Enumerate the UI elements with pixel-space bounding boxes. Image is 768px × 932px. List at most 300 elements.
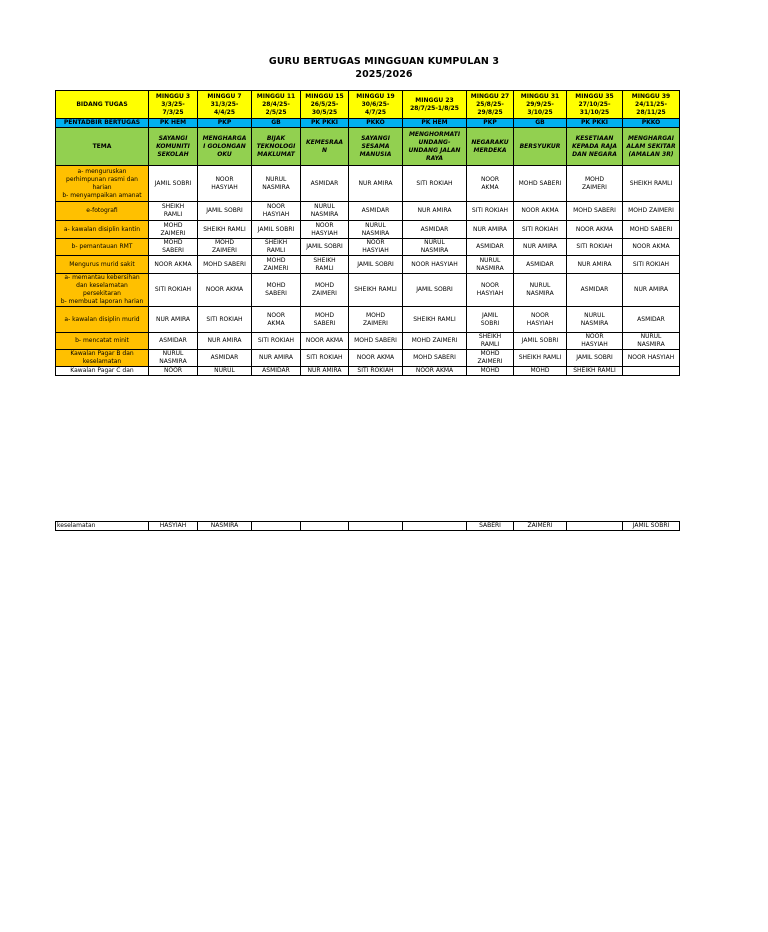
teacher-cell-line: NUR AMIRA: [258, 354, 294, 361]
teacher-cell: [467, 333, 514, 350]
teacher-cell-line: SABERI: [162, 247, 184, 254]
teacher-cell-line: NOOR AKMA: [575, 225, 614, 233]
teacher-cell: [149, 166, 198, 202]
theme-cell-line: KEPADA RAJA: [571, 142, 618, 150]
teacher-cell-line: NOOR: [266, 203, 286, 210]
teacher-cell: [349, 221, 403, 239]
continuation-cell: JAMIL SOBRI: [623, 522, 680, 531]
teacher-cell: [349, 239, 403, 256]
teacher-cell: [301, 274, 349, 307]
teacher-cell-line: AKMA: [481, 183, 499, 191]
teacher-cell-line: ASMIDAR: [580, 286, 609, 293]
teacher-cell-line: MOHD: [314, 282, 335, 289]
theme-cell-line: UNDANG JALAN: [408, 146, 461, 154]
week-header-10: [623, 91, 680, 119]
admin-label: PENTADBIR BERTUGAS: [56, 119, 149, 128]
teacher-cell: [467, 166, 514, 202]
teacher-cell-line: HASYIAH: [262, 211, 290, 218]
continuation-cell: HASYIAH: [149, 522, 198, 531]
teacher-cell: [514, 333, 567, 350]
duty-row: [56, 256, 680, 274]
teacher-cell-line: NOOR AKMA: [521, 207, 559, 214]
teacher-cell: [198, 307, 252, 333]
admin-cell: PKP: [467, 119, 514, 128]
teacher-cell: [252, 239, 301, 256]
week-header-7-line: MINGGU 27: [470, 92, 510, 100]
theme-cell: [301, 128, 349, 166]
admin-cell: GB: [514, 119, 567, 128]
teacher-cell-line: SHEIKH: [478, 333, 502, 340]
teacher-cell-line: MOHD: [314, 311, 335, 319]
teacher-cell: [403, 256, 467, 274]
teacher-cell: [198, 256, 252, 274]
teacher-cell: [198, 274, 252, 307]
teacher-cell-line: SITI ROKIAH: [257, 337, 295, 344]
continuation-row: [56, 522, 680, 531]
teacher-cell: [349, 256, 403, 274]
teacher-cell-line: MOHD SABERI: [573, 207, 616, 214]
week-header-8-line: 29/9/25-: [526, 100, 554, 108]
teacher-cell-line: NOOR: [480, 282, 500, 289]
teacher-cell: [567, 274, 623, 307]
duty-label-line: a- menguruskan: [77, 167, 127, 175]
theme-cell-line: ALAM SEKITAR: [626, 142, 676, 150]
teacher-cell: [198, 239, 252, 256]
teacher-cell-line: NURUL: [529, 282, 551, 289]
title-line-2: 2025/2026: [355, 69, 413, 80]
teacher-cell-line: NASMIRA: [310, 211, 339, 218]
teacher-cell-line: RAMLI: [163, 211, 183, 218]
teacher-cell-line: NURUL: [640, 333, 662, 340]
week-header-9: [567, 91, 623, 119]
teacher-cell-line: NOOR: [480, 175, 500, 183]
teacher-cell: [349, 307, 403, 333]
theme-cell-line: SAYANGI: [158, 134, 188, 142]
teacher-cell: [252, 367, 301, 376]
teacher-cell-line: NOOR: [215, 175, 234, 183]
duty-label: [56, 221, 149, 239]
teacher-cell-line: NUR AMIRA: [472, 225, 508, 233]
week-header-7: [467, 91, 514, 119]
theme-cell-line: OKU: [217, 150, 232, 158]
duty-row: [56, 274, 680, 307]
teacher-cell: [198, 333, 252, 350]
duty-label: [56, 307, 149, 333]
document-title: [0, 55, 768, 81]
teacher-cell-line: MOHD: [480, 367, 500, 374]
continuation-cell: [252, 522, 301, 531]
teacher-cell: [403, 166, 467, 202]
week-header-8-line: MINGGU 31: [520, 92, 560, 100]
week-header-1-line: 7/3/25: [162, 108, 184, 116]
week-header-3-line: 28/4/25-: [262, 100, 290, 108]
teacher-cell-line: NUR AMIRA: [522, 243, 558, 250]
theme-cell: [198, 128, 252, 166]
week-header-8-line: 3/10/25: [527, 108, 553, 116]
teacher-cell-line: JAMIL SOBRI: [576, 354, 613, 361]
admin-cell: PKKO: [349, 119, 403, 128]
duty-label: [56, 256, 149, 274]
teacher-cell: [403, 367, 467, 376]
week-header-2-line: 4/4/25: [213, 108, 236, 116]
teacher-cell-line: MOHD SABERI: [629, 225, 673, 233]
teacher-cell-line: NOOR: [315, 221, 334, 229]
teacher-cell: [514, 307, 567, 333]
teacher-cell-line: NASMIRA: [526, 290, 554, 297]
teacher-cell: [623, 333, 680, 350]
teacher-cell-line: HASYIAH: [211, 183, 238, 191]
teacher-cell-line: NOOR: [530, 311, 550, 319]
teacher-cell-line: NUR AMIRA: [307, 367, 342, 374]
teacher-cell-line: ZAIMERI: [160, 229, 186, 237]
duty-label: [56, 350, 149, 367]
theme-cell-line: (AMALAN 3R): [628, 150, 674, 158]
duty-label-line: keselamatan: [82, 358, 122, 365]
teacher-cell: [567, 307, 623, 333]
teacher-cell: [252, 350, 301, 367]
teacher-cell-line: JAMIL SOBRI: [206, 207, 243, 214]
teacher-cell: [252, 274, 301, 307]
teacher-cell: [403, 350, 467, 367]
teacher-cell-line: NOOR AKMA: [305, 337, 344, 344]
teacher-cell-line: SITI ROKIAH: [521, 225, 559, 233]
theme-cell-line: MENGHARGAI: [627, 134, 675, 142]
week-header-9-line: MINGGU 35: [575, 92, 614, 100]
teacher-cell: [252, 333, 301, 350]
teacher-cell: [467, 307, 514, 333]
duty-label: [56, 239, 149, 256]
duty-label-line: persekitaran: [83, 290, 121, 297]
teacher-cell-line: MOHD SABERI: [354, 337, 397, 344]
teacher-cell: [403, 239, 467, 256]
teacher-cell: [467, 256, 514, 274]
theme-cell: [252, 128, 301, 166]
teacher-cell: [149, 274, 198, 307]
teacher-cell: [514, 350, 567, 367]
admin-cell: PK PKKI: [567, 119, 623, 128]
teacher-cell-line: ASMIDAR: [310, 179, 339, 187]
teacher-cell: [514, 239, 567, 256]
duty-label-line: Kawalan Pagar B dan: [70, 350, 134, 357]
week-header-4: [301, 91, 349, 119]
teacher-cell: [149, 202, 198, 221]
teacher-cell-line: MOHD: [365, 311, 386, 319]
theme-cell-line: I GOLONGAN: [203, 142, 246, 150]
theme-cell-line: UNDANG-: [418, 138, 451, 146]
week-header-3: [252, 91, 301, 119]
week-header-1-line: 3/3/25-: [161, 100, 185, 108]
theme-cell-line: SAYANGI: [361, 134, 390, 142]
week-header-6-line: 28/7/25-1/8/25: [410, 104, 459, 112]
teacher-cell-line: ZAIMERI: [312, 290, 337, 297]
teacher-cell: [149, 239, 198, 256]
teacher-cell: [149, 350, 198, 367]
week-header-4-line: 26/5/25-: [310, 100, 339, 108]
teacher-cell-line: SITI ROKIAH: [576, 243, 613, 250]
teacher-cell: [349, 166, 403, 202]
teacher-cell: [567, 166, 623, 202]
theme-cell-line: RAYA: [426, 154, 443, 162]
week-header-10-line: MINGGU 39: [631, 92, 671, 100]
teacher-cell-line: ASMIDAR: [361, 207, 390, 214]
teacher-cell: [567, 350, 623, 367]
week-header-6-line: MINGGU 23: [415, 96, 454, 104]
theme-cell-line: KEMESRAA: [305, 138, 344, 146]
teacher-cell-line: JAMIL SOBRI: [357, 260, 394, 268]
teacher-cell-line: NURUL: [314, 203, 335, 210]
theme-cell-line: BIJAK: [266, 134, 286, 142]
teacher-cell: [403, 333, 467, 350]
teacher-cell: [623, 367, 680, 376]
teacher-cell: [149, 333, 198, 350]
duty-label-line: b- mencatat minit: [75, 337, 129, 344]
teacher-cell-line: SABERI: [313, 319, 336, 327]
teacher-cell-line: HASYIAH: [476, 290, 504, 297]
admin-cell: PK HEM: [149, 119, 198, 128]
theme-cell-line: SEKOLAH: [157, 150, 189, 158]
teacher-cell: [149, 307, 198, 333]
teacher-cell: [623, 307, 680, 333]
duty-row: [56, 166, 680, 202]
teacher-cell: [301, 239, 349, 256]
theme-cell: [623, 128, 680, 166]
admin-row: [56, 119, 680, 128]
teacher-cell: [301, 221, 349, 239]
title-line-1: GURU BERTUGAS MINGGUAN KUMPULAN 3: [268, 56, 500, 67]
teacher-cell: [567, 239, 623, 256]
week-header-8: [514, 91, 567, 119]
teacher-cell: [623, 274, 680, 307]
teacher-cell-line: HASYIAH: [581, 341, 608, 348]
continuation-cell: [567, 522, 623, 531]
duty-label-line: b- membuat laporan harian: [60, 298, 144, 305]
teacher-cell-line: ASMIDAR: [262, 367, 290, 374]
teacher-cell-line: HASYIAH: [311, 229, 338, 237]
theme-cell-line: MERDEKA: [473, 146, 507, 154]
week-header-10-line: 28/11/25: [636, 108, 666, 116]
teacher-cell-line: JAMIL: [481, 311, 499, 319]
teacher-cell-line: NUR AMIRA: [633, 286, 669, 293]
week-header-10-line: 24/11/25-: [635, 100, 667, 108]
teacher-cell-line: NASMIRA: [262, 183, 290, 191]
teacher-cell: [567, 221, 623, 239]
teacher-cell-line: HASYIAH: [526, 319, 554, 327]
header-row: [56, 91, 680, 119]
teacher-cell-line: RAMLI: [480, 341, 500, 348]
teacher-cell: [349, 333, 403, 350]
theme-cell-line: MENGHORMATI: [408, 130, 461, 138]
teacher-cell-line: AKMA: [267, 319, 285, 327]
teacher-cell: [301, 350, 349, 367]
teacher-cell-line: SHEIKH RAMLI: [629, 179, 673, 187]
teacher-cell: [623, 202, 680, 221]
week-header-5-line: 30/6/25-: [361, 100, 390, 108]
teacher-cell: [567, 256, 623, 274]
teacher-cell-line: NASMIRA: [361, 229, 390, 237]
teacher-cell: [301, 367, 349, 376]
teacher-cell: [149, 256, 198, 274]
admin-cell: PK PKKI: [301, 119, 349, 128]
teacher-cell-line: SITI ROKIAH: [416, 179, 453, 187]
week-header-5: [349, 91, 403, 119]
teacher-cell: [301, 166, 349, 202]
teacher-cell-line: ZAIMERI: [363, 319, 388, 327]
continuation-cell: [349, 522, 403, 531]
teacher-cell-line: JAMIL SOBRI: [521, 337, 559, 344]
teacher-cell-line: SHEIKH RAMLI: [573, 367, 616, 374]
teacher-cell: [514, 367, 567, 376]
teacher-cell-line: NOOR HASYIAH: [627, 354, 675, 361]
teacher-cell-line: MOHD: [266, 256, 286, 264]
teacher-cell-line: MOHD: [163, 239, 183, 246]
teacher-cell-line: JAMIL SOBRI: [306, 243, 343, 250]
teacher-cell: [252, 166, 301, 202]
teacher-cell-line: SITI ROKIAH: [306, 354, 343, 361]
duty-roster-table: [55, 90, 680, 376]
teacher-cell-line: NOOR: [163, 367, 183, 374]
teacher-cell-line: NOOR AKMA: [356, 354, 395, 361]
teacher-cell-line: RAMLI: [315, 264, 334, 272]
teacher-cell: [514, 166, 567, 202]
duty-label: [56, 274, 149, 307]
teacher-cell-line: NASMIRA: [580, 319, 609, 327]
duty-column-header: BIDANG TUGAS: [56, 91, 149, 119]
teacher-cell-line: NUR AMIRA: [358, 179, 393, 187]
teacher-cell: [403, 307, 467, 333]
teacher-cell-line: NASMIRA: [420, 247, 449, 254]
teacher-cell-line: ZAIMERI: [212, 247, 237, 254]
duty-label-line: perhimpunan rasmi dan: [66, 175, 138, 183]
teacher-cell-line: MOHD: [480, 350, 500, 357]
teacher-cell-line: ASMIDAR: [526, 260, 554, 268]
teacher-cell: [403, 202, 467, 221]
teacher-cell-line: MOHD: [584, 175, 605, 183]
teacher-cell-line: SITI ROKIAH: [632, 260, 670, 268]
teacher-cell: [198, 350, 252, 367]
teacher-cell: [252, 202, 301, 221]
teacher-cell-line: NASMIRA: [476, 264, 504, 272]
teacher-cell-line: ASMIDAR: [476, 243, 504, 250]
duty-label-line: harian: [92, 183, 112, 191]
teacher-cell-line: SITI ROKIAH: [471, 207, 509, 214]
week-header-9-line: 31/10/25: [579, 108, 610, 116]
teacher-cell-line: NURUL: [424, 239, 445, 246]
teacher-cell-line: NUR AMIRA: [577, 260, 612, 268]
theme-label: TEMA: [56, 128, 149, 166]
teacher-cell-line: SHEIKH RAMLI: [413, 315, 456, 323]
teacher-cell: [252, 221, 301, 239]
teacher-cell-line: ZAIMERI: [263, 264, 289, 272]
duty-row: [56, 333, 680, 350]
teacher-cell: [514, 274, 567, 307]
theme-cell: [349, 128, 403, 166]
teacher-cell-line: SHEIKH: [264, 239, 288, 246]
theme-cell-line: NEGARAKU: [471, 138, 509, 146]
theme-cell: [514, 128, 567, 166]
theme-cell-line: TEKNOLOGI: [256, 142, 296, 150]
continuation-cell: SABERI: [467, 522, 514, 531]
continuation-cell: [301, 522, 349, 531]
teacher-cell-line: NOOR AKMA: [205, 286, 244, 293]
theme-cell: [149, 128, 198, 166]
duty-label: [56, 166, 149, 202]
teacher-cell: [514, 256, 567, 274]
teacher-cell-line: NOOR AKMA: [415, 367, 454, 374]
teacher-cell: [198, 221, 252, 239]
teacher-cell-line: HASYIAH: [362, 247, 389, 254]
teacher-cell: [198, 367, 252, 376]
teacher-cell-line: NOOR AKMA: [154, 260, 192, 268]
theme-cell-line: N: [321, 146, 328, 154]
teacher-cell: [467, 202, 514, 221]
admin-cell: PK HEM: [403, 119, 467, 128]
teacher-cell-line: MOHD SABERI: [203, 260, 246, 268]
teacher-cell-line: NOOR: [585, 333, 604, 340]
teacher-cell-line: MOHD: [266, 282, 286, 289]
theme-cell: [403, 128, 467, 166]
admin-cell: PKKO: [623, 119, 680, 128]
teacher-cell: [198, 202, 252, 221]
teacher-cell-line: MOHD SABERI: [518, 179, 562, 187]
teacher-cell: [403, 221, 467, 239]
teacher-cell: [567, 202, 623, 221]
teacher-cell-line: ZAIMERI: [582, 183, 607, 191]
week-header-2: [198, 91, 252, 119]
teacher-cell-line: MOHD: [530, 367, 550, 374]
teacher-cell: [514, 221, 567, 239]
teacher-cell: [349, 350, 403, 367]
week-header-6: [403, 91, 467, 119]
teacher-cell-line: NUR AMIRA: [155, 315, 191, 323]
week-header-2-line: 31/3/25-: [210, 100, 239, 108]
teacher-cell: [349, 202, 403, 221]
duty-label: [56, 202, 149, 221]
teacher-cell-line: SHEIKH RAMLI: [518, 354, 562, 361]
teacher-cell-line: SITI ROKIAH: [154, 286, 192, 293]
week-header-1: [149, 91, 198, 119]
theme-cell-line: BERSYUKUR: [519, 142, 561, 150]
duty-label: [56, 367, 149, 376]
teacher-cell: [567, 367, 623, 376]
teacher-cell-line: SITI ROKIAH: [357, 367, 394, 374]
teacher-cell: [567, 333, 623, 350]
week-header-4-line: MINGGU 15: [305, 92, 344, 100]
teacher-cell-line: SHEIKH: [161, 203, 185, 210]
week-header-2-line: MINGGU 7: [207, 92, 242, 100]
teacher-cell: [403, 274, 467, 307]
teacher-cell-line: SITI ROKIAH: [206, 315, 243, 323]
continuation-table: [55, 521, 680, 531]
teacher-cell-line: NOOR AKMA: [632, 243, 670, 250]
teacher-cell-line: NASMIRA: [637, 341, 665, 348]
duty-label-line: e-fotografi: [86, 207, 118, 214]
theme-cell: [467, 128, 514, 166]
teacher-cell-line: ASMIDAR: [637, 315, 665, 323]
duty-row: [56, 221, 680, 239]
duty-row: [56, 239, 680, 256]
teacher-cell-line: NURUL: [584, 311, 605, 319]
teacher-cell-line: NOOR: [266, 311, 286, 319]
teacher-cell: [252, 256, 301, 274]
duty-row: [56, 202, 680, 221]
week-header-5-line: 4/7/25: [364, 108, 387, 116]
theme-cell-line: KOMUNITI: [156, 142, 190, 150]
teacher-cell: [198, 166, 252, 202]
theme-cell-line: DAN NEGARA: [572, 150, 617, 158]
duty-label-line: a- memantau kebersihan: [64, 274, 140, 281]
teacher-cell: [623, 221, 680, 239]
theme-cell-line: KESETIAAN: [575, 134, 614, 142]
